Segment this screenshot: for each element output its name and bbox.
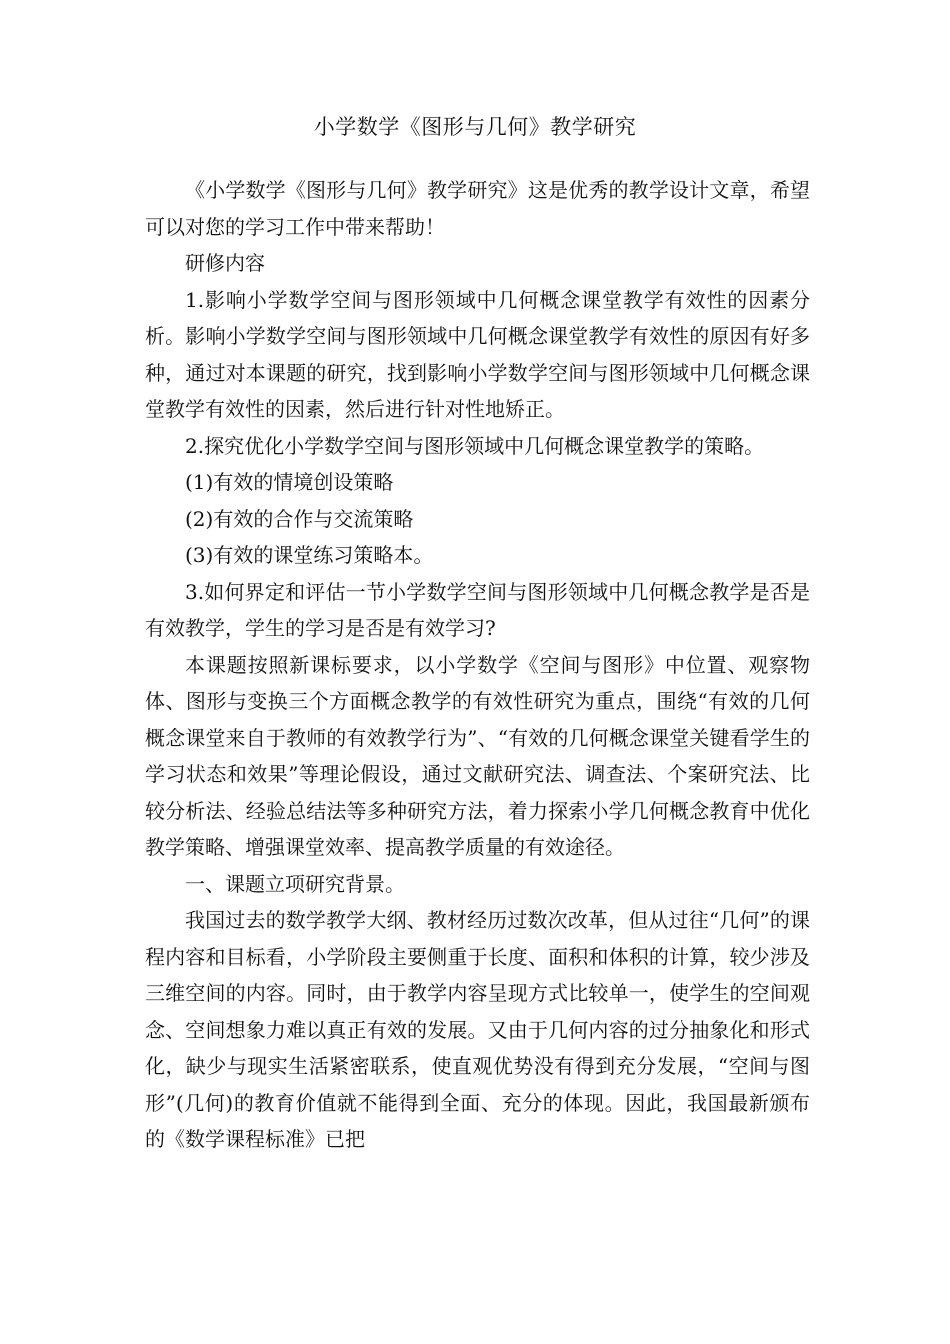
- paragraph-item-3: 3.如何界定和评估一节小学数学空间与图形领域中几何概念教学是否是有效教学，学生的学习是否是有效学习?: [145, 579, 810, 640]
- document-title: 小学数学《图形与几何》教学研究: [313, 115, 637, 139]
- research-overview-paragraph: 本课题按照新课标要求，以小学数学《空间与图形》中位置、观察物体、图形与变换三个方面概念教学的有效性研究为重点，围绕“有效的几何概念课堂来自于教师的有效教学行为”、“有效的几何概念课堂关键看学生的学习状态和效果”等理论假设，通过文献研究法、调查法、个案研究法、比较分析法、经验总结法等多种研究方法，着力探索小学几何概念教育中优化教学策略、增强课堂效率、提高教学质量的有效途径。: [145, 652, 810, 859]
- document-body: [145, 172, 810, 1158]
- sub-item-1: (1)有效的情境创设策略: [185, 470, 394, 494]
- paragraph-item-2: 2.探究优化小学数学空间与图形领域中几何概念课堂教学的策略。: [185, 433, 765, 458]
- intro-paragraph: 《小学数学《图形与几何》教学研究》这是优秀的教学设计文章，希望可以对您的学习工作中带来帮助！: [145, 178, 810, 239]
- sub-item-2: (2)有效的合作与交流策略: [185, 506, 414, 531]
- section-heading-background: 一、课题立项研究背景。: [185, 871, 405, 896]
- paragraph-item-1: 1.影响小学数学空间与图形领域中几何概念课堂教学有效性的因素分析。影响小学数学空间与图形领域中几何概念课堂教学有效性的原因有好多种，通过对本课题的研究，找到影响小学数学空间与图形领域中几何概念课堂教学有效性的因素，然后进行针对性地矫正。: [145, 287, 810, 421]
- section-heading-study-content: 研修内容: [185, 251, 265, 275]
- sub-item-3: (3)有效的课堂练习策略本。: [185, 543, 434, 567]
- background-paragraph: 我国过去的数学教学大纲、教材经历过数次改革，但从过往“几何”的课程内容和目标看，小学阶段主要侧重于长度、面积和体积的计算，较少涉及三维空间的内容。同时，由于教学内容呈现方式比较单一，使学生的空间观念、空间想象力难以真正有效的发展。又由于几何内容的过分抽象化和形式化，缺少与现实生活紧密联系，使直观优势没有得到充分发展，“空间与图形”(几何)的教育价值就不能得到全面、充分的体现。因此，我国最新颁布的《数学课程标准》已把: [145, 908, 810, 1151]
